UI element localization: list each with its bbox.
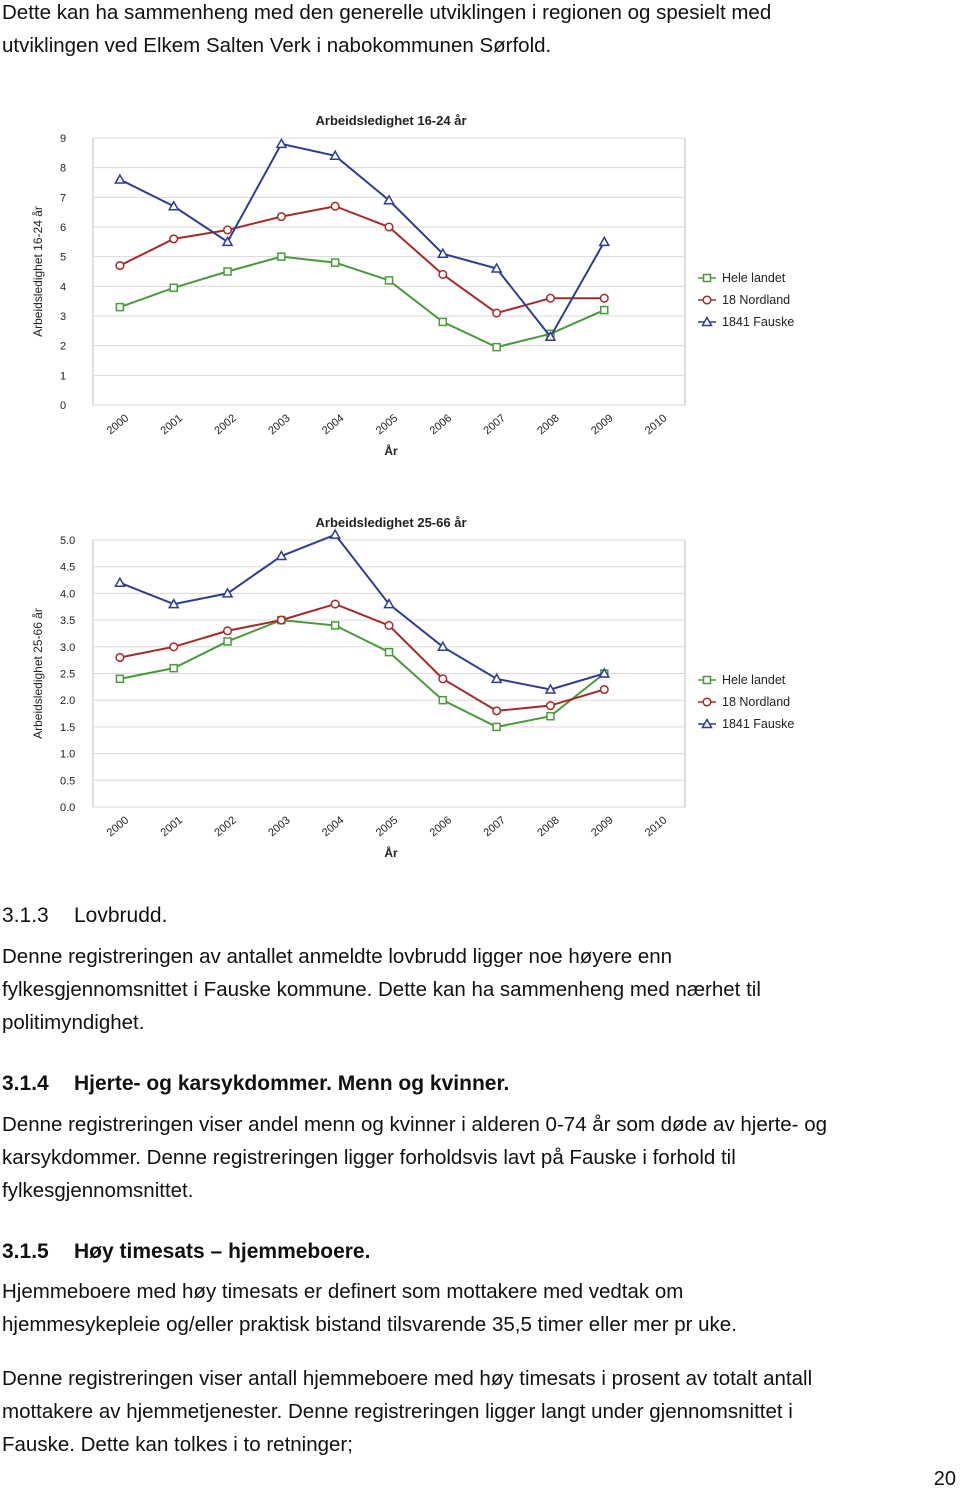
section-number: 3.1.4 xyxy=(2,1072,49,1095)
x-tick-label: 2007 xyxy=(481,412,508,438)
x-tick-label: 2008 xyxy=(535,814,562,840)
unemployment-16-24-chart xyxy=(30,108,830,468)
paragraph-line: Denne registreringen viser andel menn og kvinner i alderen 0-74 år som døde av hjerte- og xyxy=(2,1113,828,1136)
data-point xyxy=(386,277,393,284)
data-point xyxy=(439,271,447,279)
data-point xyxy=(703,296,711,304)
x-axis-label: År xyxy=(384,444,398,458)
x-tick-label: 2000 xyxy=(104,412,132,438)
y-tick-label: 0 xyxy=(60,400,67,412)
unemployment-25-66-chart xyxy=(30,510,830,870)
data-point xyxy=(547,294,555,302)
data-point xyxy=(331,202,339,210)
section-title: Høy timesats – hjemmeboere. xyxy=(74,1240,371,1263)
data-point xyxy=(600,294,608,302)
y-tick-label: 6 xyxy=(60,222,67,234)
data-point xyxy=(116,262,124,270)
section-heading-lovbrudd xyxy=(2,904,167,928)
data-point xyxy=(704,275,711,282)
data-point xyxy=(332,259,339,266)
x-tick-label: 2009 xyxy=(589,814,616,840)
x-tick-label: 2010 xyxy=(642,814,670,840)
x-tick-label: 2001 xyxy=(158,814,186,840)
x-tick-label: 2000 xyxy=(104,814,132,840)
intro-line: utviklingen ved Elkem Salten Verk i nabokommunen Sørfold. xyxy=(2,34,552,57)
legend-label: 18 Nordland xyxy=(722,695,791,709)
section-paragraph xyxy=(2,1275,737,1341)
y-tick-label: 1.0 xyxy=(60,748,76,761)
y-tick-label: 2 xyxy=(60,340,67,353)
page-number: 20 xyxy=(933,1468,956,1490)
data-point xyxy=(439,697,446,704)
paragraph-line: Hjemmeboere med høy timesats er definert som mottakere med vedtak om xyxy=(2,1280,684,1303)
section-paragraph xyxy=(2,940,761,1039)
y-tick-label: 8 xyxy=(60,162,67,175)
data-point xyxy=(703,698,711,706)
plot-area xyxy=(93,138,685,405)
legend-label: 18 Nordland xyxy=(722,293,791,307)
data-point xyxy=(547,713,554,720)
data-point xyxy=(224,268,231,275)
x-tick-label: 2004 xyxy=(320,814,347,840)
y-axis-label: Arbeidsledighet 16-24 år xyxy=(31,206,45,337)
data-point xyxy=(278,213,286,221)
data-point xyxy=(704,677,711,684)
x-axis-label: År xyxy=(384,846,398,860)
y-tick-label: 0.0 xyxy=(60,802,76,814)
x-tick-label: 2002 xyxy=(212,412,239,438)
data-point xyxy=(386,649,393,656)
y-tick-label: 4.5 xyxy=(60,561,76,574)
section-paragraph xyxy=(2,1362,812,1461)
x-tick-label: 2006 xyxy=(427,814,455,840)
data-point xyxy=(601,307,608,314)
x-tick-label: 2001 xyxy=(158,412,186,438)
data-point xyxy=(170,665,177,672)
data-point xyxy=(116,654,124,662)
data-point xyxy=(493,309,501,317)
section-number: 3.1.5 xyxy=(2,1240,49,1263)
legend-label: 1841 Fauske xyxy=(722,717,795,731)
data-point xyxy=(278,616,286,624)
y-tick-label: 4 xyxy=(60,281,67,294)
y-tick-label: 3.0 xyxy=(60,641,76,654)
y-tick-label: 0.5 xyxy=(60,775,76,788)
data-point xyxy=(331,600,339,608)
data-point xyxy=(439,318,446,325)
paragraph-line: Fauske. Dette kan tolkes i to retninger; xyxy=(2,1433,353,1456)
data-point xyxy=(224,226,232,234)
x-tick-label: 2008 xyxy=(535,412,562,438)
chart-title: Arbeidsledighet 25-66 år xyxy=(315,515,467,530)
data-point xyxy=(170,235,178,243)
legend-label: 1841 Fauske xyxy=(722,315,795,329)
paragraph-line: mottakere av hjemmetjenester. Denne registreringen ligger langt under gjennomsnittet i xyxy=(2,1400,793,1423)
data-point xyxy=(332,622,339,629)
paragraph-line: karsykdommer. Denne registreringen ligger forholdsvis lavt på Fauske i forhold til xyxy=(2,1146,736,1169)
data-point xyxy=(385,223,393,231)
chart-title: Arbeidsledighet 16-24 år xyxy=(315,113,467,128)
data-point xyxy=(116,675,123,682)
intro-line: Dette kan ha sammenheng med den generelle utviklingen i regionen og spesielt med xyxy=(2,1,772,24)
section-title: Lovbrudd. xyxy=(74,904,168,927)
data-point xyxy=(170,643,178,651)
y-tick-label: 3 xyxy=(60,311,67,323)
paragraph-line: hjemmesykepleie og/eller praktisk bistand tilsvarende 35,5 timer eller mer pr uke. xyxy=(2,1313,737,1336)
section-heading-timesats xyxy=(2,1240,370,1264)
data-point xyxy=(224,627,232,635)
data-point xyxy=(493,707,501,715)
y-tick-label: 7 xyxy=(60,192,67,205)
data-point xyxy=(331,530,340,538)
y-tick-label: 1 xyxy=(60,370,67,383)
section-heading-hjerte xyxy=(2,1072,509,1096)
y-axis-label: Arbeidsledighet 25-66 år xyxy=(31,608,45,739)
y-tick-label: 9 xyxy=(60,133,67,145)
data-point xyxy=(385,622,393,630)
data-point xyxy=(224,638,231,645)
data-point xyxy=(493,344,500,351)
x-tick-label: 2010 xyxy=(642,412,670,438)
intro-paragraph xyxy=(2,0,771,62)
x-tick-label: 2002 xyxy=(212,814,239,840)
x-tick-label: 2006 xyxy=(427,412,455,438)
x-tick-label: 2009 xyxy=(589,412,616,438)
paragraph-line: Denne registreringen viser antall hjemmeboere med høy timesats i prosent av totalt antall xyxy=(2,1367,813,1390)
data-point xyxy=(547,702,555,710)
x-tick-label: 2005 xyxy=(373,814,401,840)
y-tick-label: 2.0 xyxy=(60,695,76,708)
x-tick-label: 2004 xyxy=(320,412,347,438)
section-title: Hjerte- og karsykdommer. Menn og kvinner. xyxy=(74,1072,510,1095)
section-paragraph xyxy=(2,1108,827,1207)
x-tick-label: 2007 xyxy=(481,814,508,840)
paragraph-line: politimyndighet. xyxy=(2,1011,145,1034)
x-tick-label: 2003 xyxy=(266,412,293,438)
data-point xyxy=(600,686,608,694)
data-point xyxy=(170,284,177,291)
legend-label: Hele landet xyxy=(722,271,786,285)
y-tick-label: 3.5 xyxy=(60,615,76,628)
y-tick-label: 4.0 xyxy=(60,588,76,601)
data-point xyxy=(278,253,285,260)
section-number: 3.1.3 xyxy=(2,904,49,927)
legend-label: Hele landet xyxy=(722,673,786,687)
y-tick-label: 5.0 xyxy=(60,535,76,547)
y-tick-label: 1.5 xyxy=(60,721,76,734)
paragraph-line: Denne registreringen av antallet anmeldte lovbrudd ligger noe høyere enn xyxy=(2,945,673,968)
paragraph-line: fylkesgjennomsnittet i Fauske kommune. Dette kan ha sammenheng med nærhet til xyxy=(2,978,761,1001)
y-tick-label: 5 xyxy=(60,251,67,264)
x-tick-label: 2005 xyxy=(373,412,401,438)
data-point xyxy=(493,723,500,730)
data-point xyxy=(116,304,123,311)
x-tick-label: 2003 xyxy=(266,814,293,840)
data-point xyxy=(439,675,447,683)
y-tick-label: 2.5 xyxy=(60,668,76,681)
paragraph-line: fylkesgjennomsnittet. xyxy=(2,1179,194,1202)
